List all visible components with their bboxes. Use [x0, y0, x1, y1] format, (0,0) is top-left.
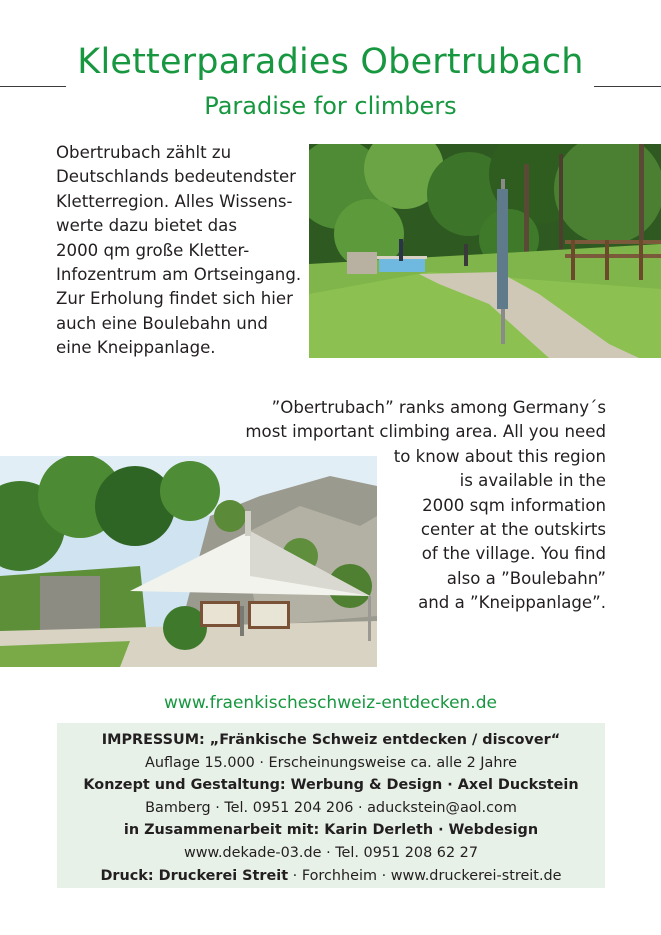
german-line: 2000 qm große Kletter- [56, 240, 250, 260]
german-line: werte dazu bietet das [56, 216, 237, 236]
info-center-photo [0, 456, 377, 667]
impressum-print [57, 865, 605, 888]
german-paragraph [56, 141, 306, 361]
english-line: most important climbing area. All you need [245, 422, 606, 442]
impressum-cooperation: in Zusammenarbeit mit: Karin Derleth · Webdesign [123, 822, 539, 839]
german-line: Zur Erholung findet sich hier [56, 289, 293, 309]
german-line: Obertrubach zählt zu [56, 143, 232, 162]
english-line: also a ”Boulebahn” [446, 568, 606, 588]
impressum-cooperation-contact: www.dekade-03.de · Tel. 0951 208 62 27 [183, 844, 478, 861]
english-line: ”Obertrubach” ranks among Germany´s [271, 398, 606, 417]
english-line: is available in the [459, 471, 606, 491]
impressum-print-label: Druck: Druckerei Streit [100, 867, 289, 884]
impressum-edition: Auflage 15.000 · Erscheinungsweise ca. alle 2 Jahre [145, 754, 517, 771]
english-line: to know about this region [393, 446, 606, 466]
german-line: auch eine Boulebahn und [56, 313, 268, 333]
website-link[interactable]: www.fraenkischeschweiz-entdecken.de [164, 693, 497, 713]
impressum-box [57, 723, 605, 888]
german-line: Deutschlands bedeutendster [56, 167, 296, 187]
english-line: and a ”Kneippanlage”. [418, 593, 606, 613]
impressum-print-contact: · Forchheim · www.druckerei-streit.de [288, 867, 562, 884]
german-line: Kletterregion. Alles Wissens- [56, 191, 293, 211]
german-line: Infozentrum am Ortseingang. [56, 265, 302, 285]
english-line: of the village. You find [421, 544, 606, 564]
title-rule-left [0, 86, 66, 87]
english-line: 2000 sqm information [422, 495, 606, 515]
german-line: eine Kneippanlage. [56, 338, 216, 358]
impressum-title: IMPRESSUM: „Fränkische Schweiz entdecken / discover“ [101, 732, 561, 748]
impressum-concept: Konzept und Gestaltung: Werbung & Design · Axel Duckstein [83, 777, 579, 794]
page-subtitle: Paradise for climbers [204, 92, 457, 120]
page-title: Kletterparadies Obertrubach [77, 42, 584, 82]
title-rule-right [594, 86, 661, 87]
impressum-concept-contact: Bamberg · Tel. 0951 204 206 · aduckstein@aol.com [145, 799, 517, 816]
english-line: center at the outskirts [420, 520, 606, 540]
kneipp-facility-photo [309, 144, 661, 358]
